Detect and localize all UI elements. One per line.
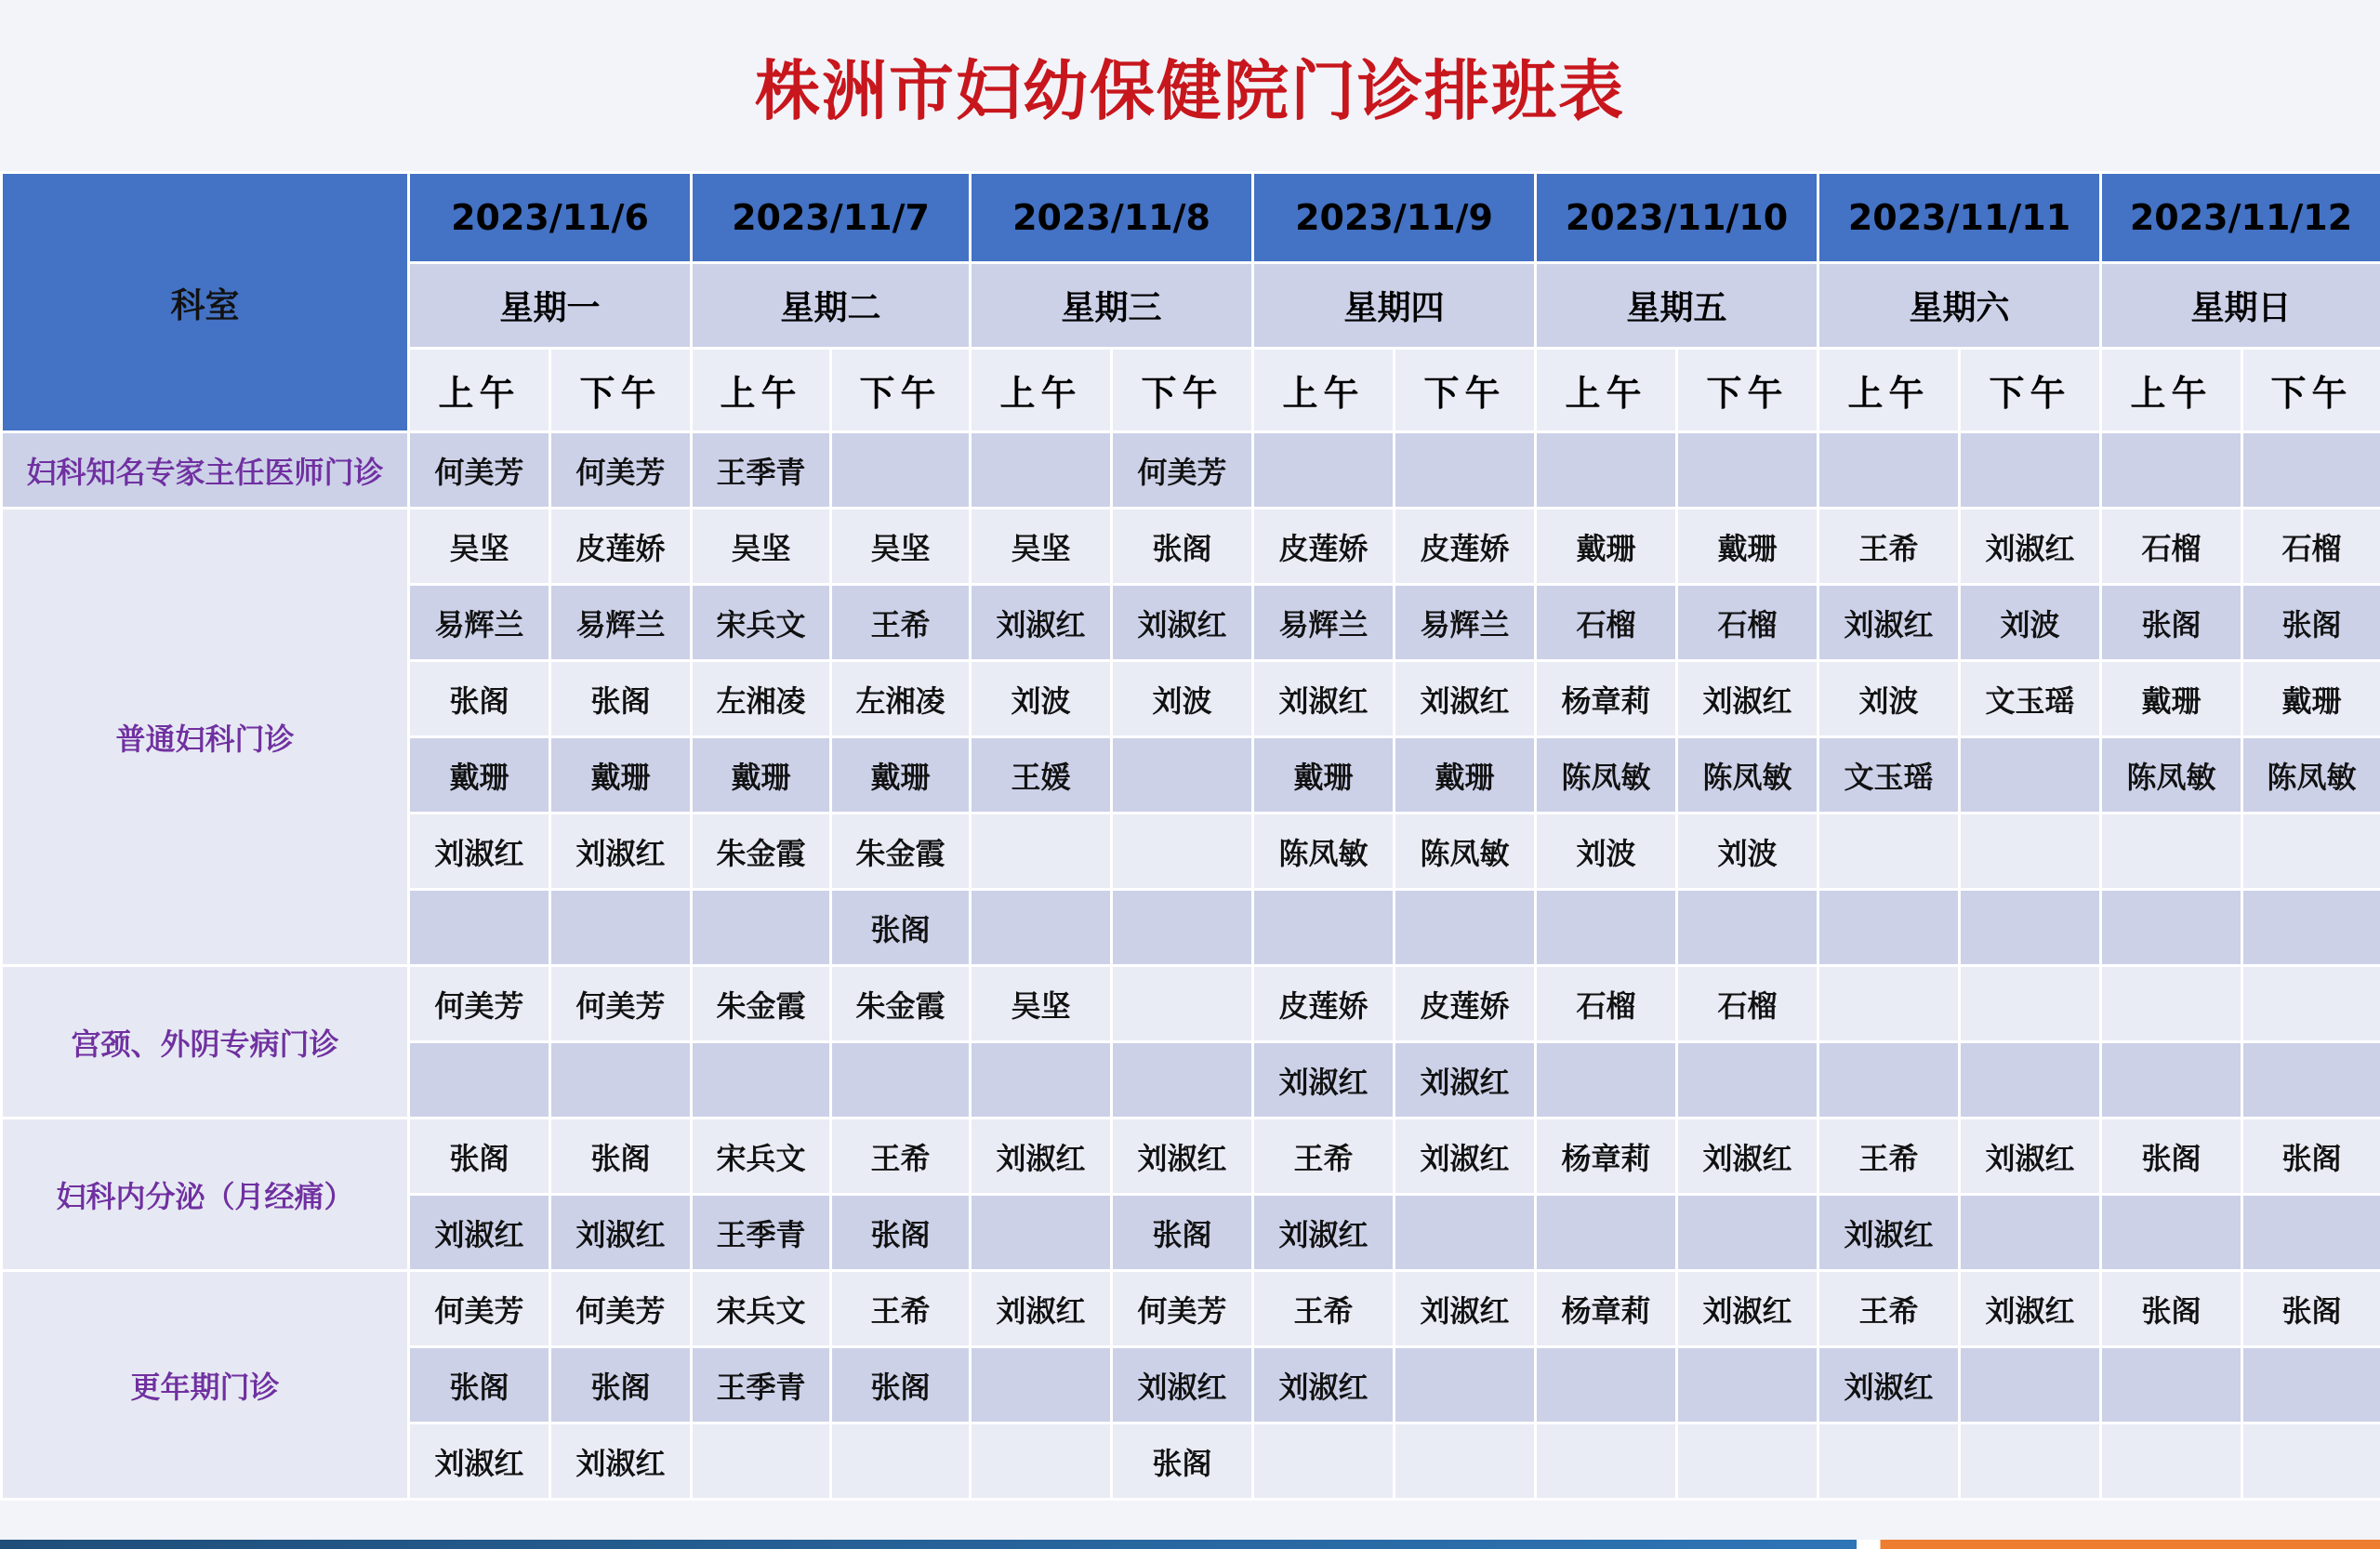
doctor-cell: 石榴 [1677, 966, 1818, 1042]
morning-header: 上午 [409, 349, 550, 432]
doctor-cell: 王希 [831, 585, 971, 661]
doctor-cell: 吴坚 [971, 966, 1112, 1042]
doctor-cell: 易辉兰 [1253, 585, 1395, 661]
doctor-cell [2101, 890, 2242, 966]
dept-column-header: 科室 [2, 173, 409, 432]
doctor-cell: 张阁 [2101, 1119, 2242, 1195]
department-name: 妇科内分泌（月经痛） [2, 1119, 409, 1271]
date-header: 2023/11/8 [971, 173, 1253, 263]
doctor-cell: 吴坚 [831, 509, 971, 585]
doctor-cell: 何美芳 [550, 1271, 692, 1347]
doctor-cell: 张阁 [831, 1195, 971, 1271]
doctor-cell: 戴珊 [2242, 661, 2380, 737]
doctor-cell: 刘淑红 [1960, 1271, 2101, 1347]
doctor-cell: 何美芳 [409, 432, 550, 509]
doctor-cell [831, 1423, 971, 1500]
doctor-cell [1818, 966, 1960, 1042]
doctor-cell [1112, 737, 1253, 814]
doctor-cell: 刘波 [1112, 661, 1253, 737]
doctor-cell [1536, 1423, 1677, 1500]
date-header: 2023/11/11 [1818, 173, 2101, 263]
department-name: 普通妇科门诊 [2, 509, 409, 966]
doctor-cell: 王季青 [692, 1347, 831, 1423]
doctor-cell: 陈凤敏 [2101, 737, 2242, 814]
doctor-cell: 朱金霞 [831, 814, 971, 890]
schedule-row [2, 966, 2380, 1042]
doctor-cell [692, 1042, 831, 1119]
doctor-cell: 朱金霞 [692, 814, 831, 890]
doctor-cell [1818, 432, 1960, 509]
weekday-header: 星期三 [971, 263, 1253, 349]
doctor-cell [971, 890, 1112, 966]
doctor-cell: 刘淑红 [1960, 1119, 2101, 1195]
doctor-cell [1960, 814, 2101, 890]
doctor-cell: 戴珊 [1677, 509, 1818, 585]
doctor-cell: 王希 [1818, 1271, 1960, 1347]
doctor-cell: 杨章莉 [1536, 661, 1677, 737]
doctor-cell [692, 890, 831, 966]
doctor-cell [1818, 1423, 1960, 1500]
doctor-cell: 刘波 [1960, 585, 2101, 661]
doctor-cell [2242, 1347, 2380, 1423]
doctor-cell: 刘淑红 [1960, 509, 2101, 585]
department-name: 更年期门诊 [2, 1271, 409, 1500]
doctor-cell [409, 890, 550, 966]
doctor-cell [1536, 890, 1677, 966]
doctor-cell [1818, 890, 1960, 966]
doctor-cell: 陈凤敏 [1536, 737, 1677, 814]
doctor-cell: 刘淑红 [1253, 1042, 1395, 1119]
doctor-cell [2242, 890, 2380, 966]
doctor-cell: 易辉兰 [1395, 585, 1536, 661]
doctor-cell: 戴珊 [409, 737, 550, 814]
doctor-cell: 张阁 [831, 890, 971, 966]
schedule-row [2, 1271, 2380, 1347]
doctor-cell: 刘淑红 [550, 814, 692, 890]
doctor-cell: 戴珊 [692, 737, 831, 814]
page-title: 株洲市妇幼保健院门诊排班表 [755, 52, 1625, 129]
doctor-cell: 张阁 [550, 1119, 692, 1195]
doctor-cell: 张阁 [2242, 585, 2380, 661]
doctor-cell: 张阁 [831, 1347, 971, 1423]
doctor-cell [550, 1042, 692, 1119]
doctor-cell [1818, 1042, 1960, 1119]
doctor-cell: 刘淑红 [1395, 1119, 1536, 1195]
doctor-cell: 戴珊 [550, 737, 692, 814]
doctor-cell [1536, 432, 1677, 509]
doctor-cell [1112, 814, 1253, 890]
afternoon-header: 下午 [1112, 349, 1253, 432]
doctor-cell [1112, 1042, 1253, 1119]
doctor-cell [1677, 890, 1818, 966]
doctor-cell [1536, 1042, 1677, 1119]
doctor-cell [831, 432, 971, 509]
weekday-header: 星期四 [1253, 263, 1536, 349]
afternoon-header: 下午 [831, 349, 971, 432]
schedule-row [2, 432, 2380, 509]
doctor-cell: 何美芳 [550, 966, 692, 1042]
morning-header: 上午 [1818, 349, 1960, 432]
doctor-cell [2101, 814, 2242, 890]
doctor-cell: 戴珊 [1536, 509, 1677, 585]
doctor-cell [1960, 1347, 2101, 1423]
doctor-cell [1112, 966, 1253, 1042]
doctor-cell [2242, 1042, 2380, 1119]
doctor-cell: 左湘凌 [692, 661, 831, 737]
doctor-cell: 张阁 [550, 1347, 692, 1423]
doctor-cell: 文玉瑶 [1960, 661, 2101, 737]
doctor-cell: 戴珊 [1253, 737, 1395, 814]
doctor-cell: 刘淑红 [409, 1195, 550, 1271]
doctor-cell [1677, 1195, 1818, 1271]
doctor-cell: 王季青 [692, 432, 831, 509]
doctor-cell: 杨章莉 [1536, 1119, 1677, 1195]
doctor-cell: 刘淑红 [1253, 661, 1395, 737]
doctor-cell: 刘淑红 [1253, 1195, 1395, 1271]
doctor-cell [1395, 1423, 1536, 1500]
doctor-cell [2101, 1423, 2242, 1500]
doctor-cell: 戴珊 [2101, 661, 2242, 737]
doctor-cell: 何美芳 [550, 432, 692, 509]
doctor-cell: 张阁 [550, 661, 692, 737]
department-name: 妇科知名专家主任医师门诊 [2, 432, 409, 509]
footer-accent-bar [0, 1540, 2380, 1549]
doctor-cell: 戴珊 [1395, 737, 1536, 814]
doctor-cell [1112, 890, 1253, 966]
doctor-cell: 王希 [1818, 1119, 1960, 1195]
doctor-cell: 王希 [1253, 1119, 1395, 1195]
doctor-cell [831, 1042, 971, 1119]
doctor-cell: 文玉瑶 [1818, 737, 1960, 814]
schedule-row [2, 1119, 2380, 1195]
doctor-cell: 王希 [831, 1271, 971, 1347]
doctor-cell: 刘淑红 [1395, 661, 1536, 737]
doctor-cell: 刘淑红 [971, 585, 1112, 661]
doctor-cell: 刘淑红 [1112, 1119, 1253, 1195]
doctor-cell: 刘淑红 [550, 1423, 692, 1500]
doctor-cell: 刘淑红 [1677, 661, 1818, 737]
weekday-header: 星期一 [409, 263, 692, 349]
doctor-cell [971, 1195, 1112, 1271]
doctor-cell: 皮莲娇 [1395, 966, 1536, 1042]
doctor-cell: 刘淑红 [409, 1423, 550, 1500]
doctor-cell: 皮莲娇 [1395, 509, 1536, 585]
doctor-cell: 刘波 [1536, 814, 1677, 890]
doctor-cell: 刘淑红 [1112, 585, 1253, 661]
doctor-cell: 刘淑红 [550, 1195, 692, 1271]
doctor-cell: 皮莲娇 [1253, 966, 1395, 1042]
department-name: 宫颈、外阴专病门诊 [2, 966, 409, 1119]
doctor-cell: 刘淑红 [971, 1271, 1112, 1347]
doctor-cell: 石榴 [1536, 966, 1677, 1042]
doctor-cell: 宋兵文 [692, 1271, 831, 1347]
doctor-cell: 石榴 [2242, 509, 2380, 585]
doctor-cell: 何美芳 [409, 966, 550, 1042]
doctor-cell: 陈凤敏 [1677, 737, 1818, 814]
doctor-cell: 刘淑红 [1818, 1195, 1960, 1271]
doctor-cell: 刘淑红 [1677, 1119, 1818, 1195]
doctor-cell: 陈凤敏 [1253, 814, 1395, 890]
doctor-cell [1960, 890, 2101, 966]
morning-header: 上午 [2101, 349, 2242, 432]
doctor-cell: 何美芳 [409, 1271, 550, 1347]
doctor-cell [409, 1042, 550, 1119]
doctor-cell [1677, 432, 1818, 509]
doctor-cell: 王希 [1253, 1271, 1395, 1347]
doctor-cell: 张阁 [409, 1347, 550, 1423]
doctor-cell: 石榴 [1536, 585, 1677, 661]
doctor-cell: 王希 [1818, 509, 1960, 585]
doctor-cell [971, 432, 1112, 509]
doctor-cell [1960, 1423, 2101, 1500]
doctor-cell [1395, 1347, 1536, 1423]
doctor-cell [971, 814, 1112, 890]
doctor-cell: 何美芳 [1112, 1271, 1253, 1347]
doctor-cell: 吴坚 [971, 509, 1112, 585]
doctor-cell [1253, 1423, 1395, 1500]
doctor-cell: 吴坚 [692, 509, 831, 585]
doctor-cell [1536, 1347, 1677, 1423]
doctor-cell: 戴珊 [831, 737, 971, 814]
doctor-cell: 吴坚 [409, 509, 550, 585]
doctor-cell [1395, 1195, 1536, 1271]
doctor-cell [1677, 1042, 1818, 1119]
doctor-cell: 张阁 [2242, 1271, 2380, 1347]
doctor-cell [1960, 432, 2101, 509]
doctor-cell: 张阁 [2242, 1119, 2380, 1195]
weekday-header: 星期五 [1536, 263, 1818, 349]
doctor-cell: 张阁 [1112, 509, 1253, 585]
doctor-cell: 刘淑红 [1818, 585, 1960, 661]
doctor-cell [2101, 1195, 2242, 1271]
doctor-cell: 刘波 [1818, 661, 1960, 737]
morning-header: 上午 [1253, 349, 1395, 432]
doctor-cell [2242, 1195, 2380, 1271]
afternoon-header: 下午 [1960, 349, 2101, 432]
doctor-cell: 宋兵文 [692, 585, 831, 661]
doctor-cell: 刘淑红 [1818, 1347, 1960, 1423]
afternoon-header: 下午 [1395, 349, 1536, 432]
doctor-cell [2101, 432, 2242, 509]
doctor-cell: 杨章莉 [1536, 1271, 1677, 1347]
doctor-cell [2101, 1347, 2242, 1423]
doctor-cell: 刘淑红 [1112, 1347, 1253, 1423]
doctor-cell: 何美芳 [1112, 432, 1253, 509]
schedule-row [2, 509, 2380, 585]
date-header: 2023/11/12 [2101, 173, 2380, 263]
afternoon-header: 下午 [550, 349, 692, 432]
doctor-cell: 张阁 [2101, 1271, 2242, 1347]
afternoon-header: 下午 [1677, 349, 1818, 432]
date-header: 2023/11/7 [692, 173, 971, 263]
doctor-cell [971, 1347, 1112, 1423]
doctor-cell [2242, 814, 2380, 890]
doctor-cell: 王媛 [971, 737, 1112, 814]
doctor-cell: 刘淑红 [409, 814, 550, 890]
doctor-cell [971, 1423, 1112, 1500]
doctor-cell: 皮莲娇 [550, 509, 692, 585]
weekday-header: 星期二 [692, 263, 971, 349]
doctor-cell: 陈凤敏 [2242, 737, 2380, 814]
doctor-cell [2101, 966, 2242, 1042]
afternoon-header: 下午 [2242, 349, 2380, 432]
doctor-cell: 易辉兰 [409, 585, 550, 661]
doctor-cell: 张阁 [409, 1119, 550, 1195]
doctor-cell: 刘波 [971, 661, 1112, 737]
doctor-cell [1818, 814, 1960, 890]
doctor-cell: 王季青 [692, 1195, 831, 1271]
doctor-cell: 石榴 [2101, 509, 2242, 585]
doctor-cell [971, 1042, 1112, 1119]
doctor-cell [1677, 1423, 1818, 1500]
doctor-cell [1960, 966, 2101, 1042]
doctor-cell: 刘淑红 [1395, 1271, 1536, 1347]
doctor-cell: 张阁 [1112, 1423, 1253, 1500]
doctor-cell [692, 1423, 831, 1500]
doctor-cell: 易辉兰 [550, 585, 692, 661]
doctor-cell [2242, 966, 2380, 1042]
doctor-cell [2242, 432, 2380, 509]
doctor-cell [2242, 1423, 2380, 1500]
doctor-cell: 王希 [831, 1119, 971, 1195]
doctor-cell [1960, 1042, 2101, 1119]
date-header: 2023/11/6 [409, 173, 692, 263]
doctor-cell: 石榴 [1677, 585, 1818, 661]
date-header: 2023/11/9 [1253, 173, 1536, 263]
morning-header: 上午 [1536, 349, 1677, 432]
doctor-cell [550, 890, 692, 966]
doctor-cell: 张阁 [2101, 585, 2242, 661]
weekday-header: 星期日 [2101, 263, 2380, 349]
doctor-cell: 左湘凌 [831, 661, 971, 737]
doctor-cell: 陈凤敏 [1395, 814, 1536, 890]
doctor-cell [1395, 432, 1536, 509]
doctor-cell [1677, 1347, 1818, 1423]
date-header: 2023/11/10 [1536, 173, 1818, 263]
doctor-cell: 宋兵文 [692, 1119, 831, 1195]
morning-header: 上午 [692, 349, 831, 432]
doctor-cell [1536, 1195, 1677, 1271]
doctor-cell: 朱金霞 [692, 966, 831, 1042]
schedule-table [0, 171, 2380, 1501]
doctor-cell: 刘淑红 [971, 1119, 1112, 1195]
morning-header: 上午 [971, 349, 1112, 432]
weekday-header: 星期六 [1818, 263, 2101, 349]
doctor-cell [2101, 1042, 2242, 1119]
doctor-cell [1253, 432, 1395, 509]
doctor-cell: 刘淑红 [1253, 1347, 1395, 1423]
doctor-cell [1253, 890, 1395, 966]
doctor-cell: 刘淑红 [1395, 1042, 1536, 1119]
doctor-cell: 皮莲娇 [1253, 509, 1395, 585]
doctor-cell: 刘淑红 [1677, 1271, 1818, 1347]
doctor-cell: 张阁 [409, 661, 550, 737]
doctor-cell: 朱金霞 [831, 966, 971, 1042]
doctor-cell [1960, 1195, 2101, 1271]
doctor-cell [1960, 737, 2101, 814]
doctor-cell: 张阁 [1112, 1195, 1253, 1271]
doctor-cell: 刘波 [1677, 814, 1818, 890]
doctor-cell [1395, 890, 1536, 966]
